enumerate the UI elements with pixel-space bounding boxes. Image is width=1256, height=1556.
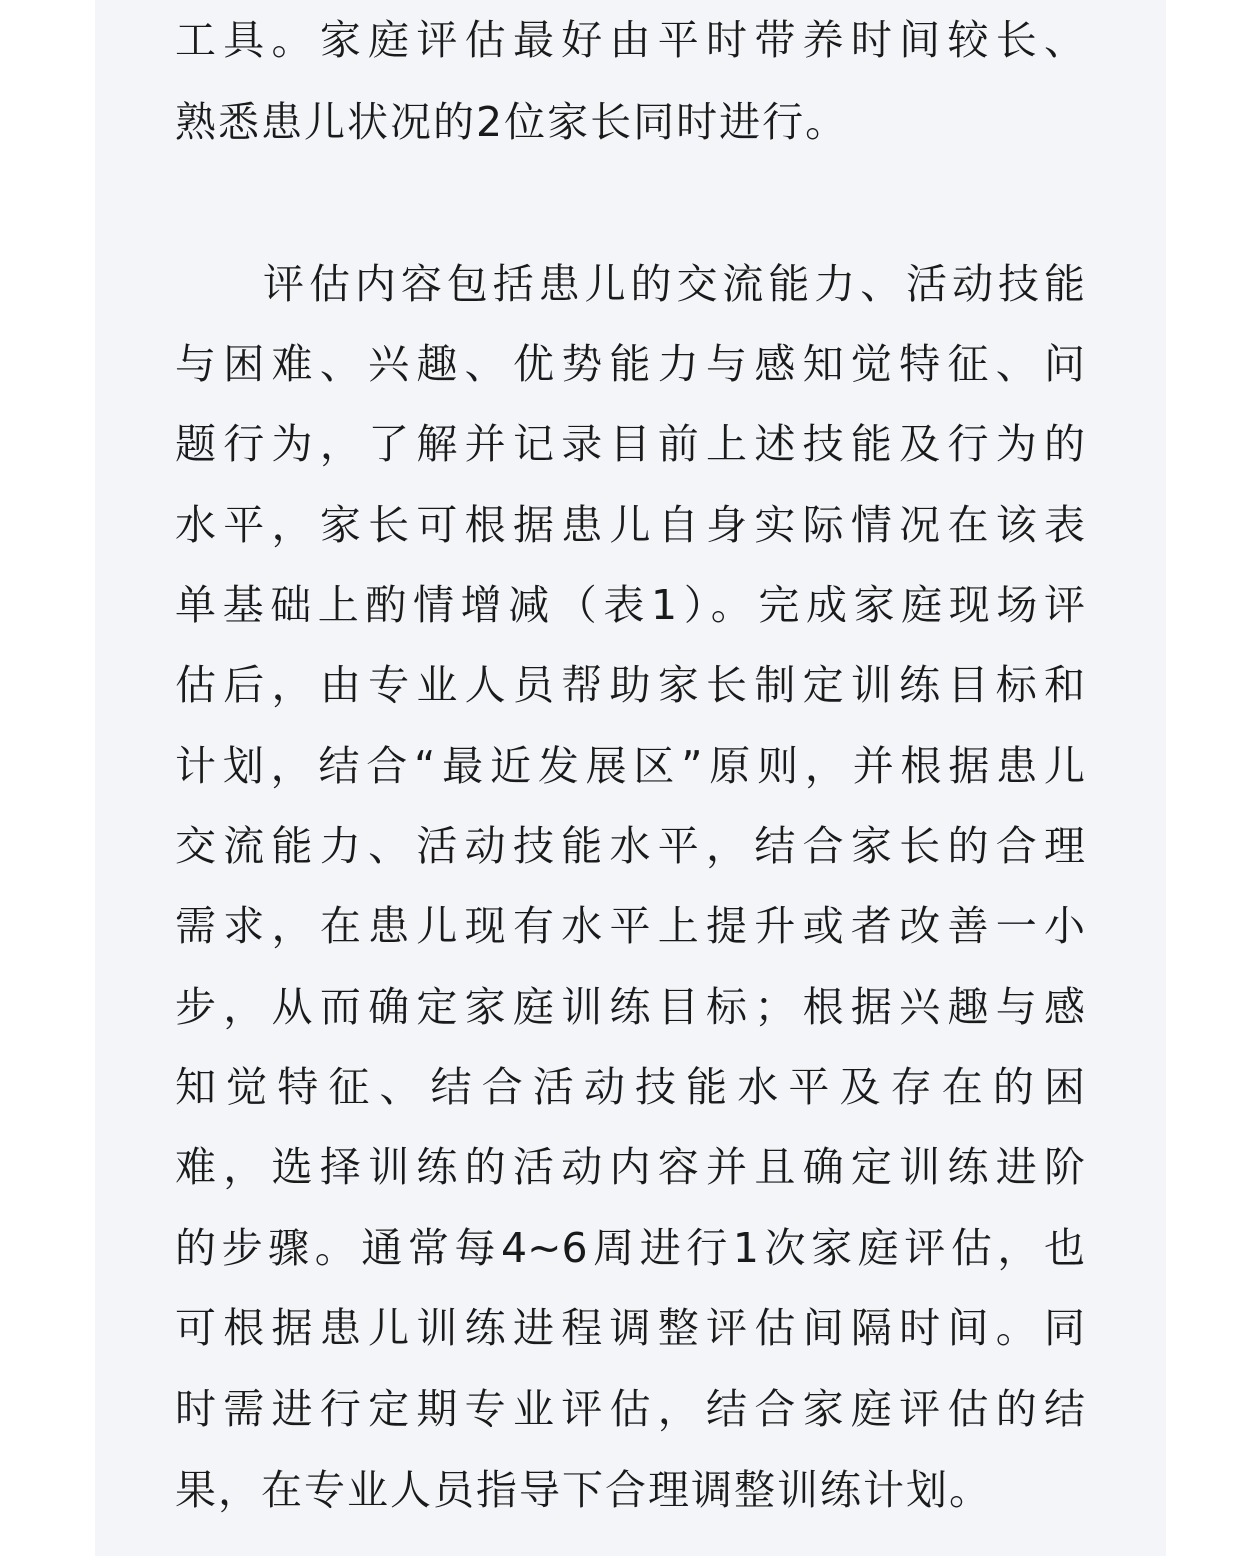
paragraph-2-line-3: 题行为，了解并记录目前上述技能及行为的	[175, 420, 1085, 468]
paragraph-2-line-13: 的步骤。通常每4~6周进行1次家庭评估，也	[175, 1224, 1085, 1272]
paragraph-2-line-10: 步，从而确定家庭训练目标；根据兴趣与感	[175, 983, 1085, 1031]
paragraph-1-line-1: 工具。家庭评估最好由平时带养时间较长、	[175, 16, 1085, 64]
paragraph-2-line-7: 计划，结合“最近发展区”原则，并根据患儿	[175, 742, 1085, 790]
paragraph-2-line-14: 可根据患儿训练进程调整评估间隔时间。同	[175, 1304, 1085, 1352]
paragraph-2-line-2: 与困难、兴趣、优势能力与感知觉特征、问	[175, 340, 1085, 388]
paragraph-2-line-1: 评估内容包括患儿的交流能力、活动技能	[263, 260, 1085, 308]
paragraph-2-line-8: 交流能力、活动技能水平，结合家长的合理	[175, 822, 1085, 870]
paragraph-2-line-16: 果，在专业人员指导下合理调整训练计划。	[175, 1466, 992, 1514]
paragraph-2-line-6: 估后，由专业人员帮助家长制定训练目标和	[175, 661, 1085, 709]
paragraph-2-line-12: 难，选择训练的活动内容并且确定训练进阶	[175, 1143, 1085, 1191]
paragraph-2-line-5: 单基础上酌情增减（表1）。完成家庭现场评	[175, 581, 1085, 629]
paragraph-2-line-4: 水平，家长可根据患儿自身实际情况在该表	[175, 501, 1085, 549]
paragraph-2-line-9: 需求，在患儿现有水平上提升或者改善一小	[175, 902, 1085, 950]
paragraph-2-line-11: 知觉特征、结合活动技能水平及存在的困	[175, 1063, 1085, 1111]
paragraph-2-line-15: 时需进行定期专业评估，结合家庭评估的结	[175, 1385, 1085, 1433]
paragraph-1-line-2: 熟悉患儿状况的2位家长同时进行。	[175, 98, 849, 146]
